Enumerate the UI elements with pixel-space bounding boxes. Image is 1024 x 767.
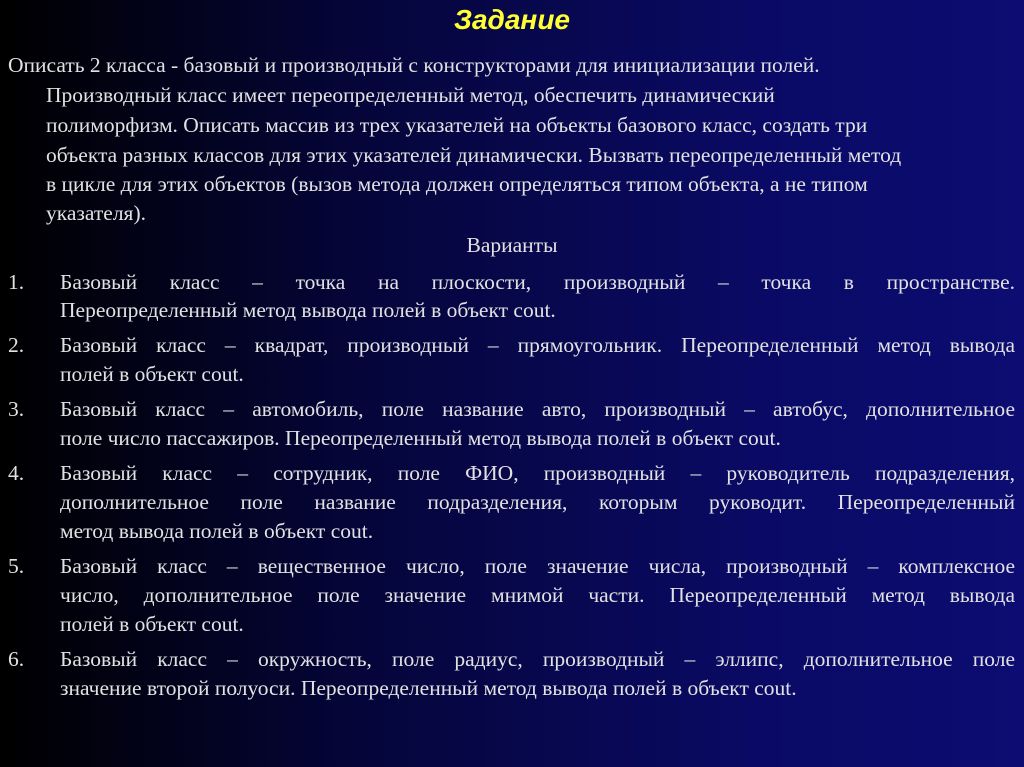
intro-line: Описать 2 класса - базовый и производный с конструкторами для инициализации полей.: [8, 53, 820, 77]
item-line: Базовый класс – точка на плоскости, производный – точка в пространстве.: [60, 270, 1015, 294]
item-line: Базовый класс – окружность, поле радиус, производный – эллипс, дополнительное поле: [60, 647, 1015, 671]
item-number: 2.: [8, 333, 25, 357]
item-number: 6.: [8, 647, 25, 671]
item-line: Базовый класс – вещественное число, поле значение числа, производный – комплексное: [60, 554, 1015, 578]
item-line: число, дополнительное поле значение мнимой части. Переопределенный метод вывода: [60, 583, 1015, 607]
item-line: метод вывода полей в объект cout.: [60, 519, 374, 543]
intro-line: в цикле для этих объектов (вызов метода должен определяться типом объекта, а не типом: [46, 172, 868, 196]
item-line: полей в объект cout.: [60, 612, 244, 636]
item-number: 3.: [8, 397, 25, 421]
item-line: Базовый класс – квадрат, производный – прямоугольник. Переопределенный метод вывода: [60, 333, 1015, 357]
item-line: значение второй полуоси. Переопределенный метод вывода полей в объект cout.: [60, 676, 797, 700]
item-line: Переопределенный метод вывода полей в объект cout.: [60, 298, 556, 322]
item-number: 1.: [8, 270, 25, 294]
item-line: поле число пассажиров. Переопределенный метод вывода полей в объект cout.: [60, 426, 781, 450]
variants-heading: Варианты: [466, 233, 558, 257]
item-line: Базовый класс – сотрудник, поле ФИО, производный – руководитель подразделения,: [60, 461, 1015, 485]
item-number: 5.: [8, 554, 25, 578]
item-number: 4.: [8, 461, 25, 485]
item-line: дополнительное поле название подразделения, которым руководит. Переопределенный: [60, 490, 1015, 514]
intro-line: полиморфизм. Описать массив из трех указателей на объекты базового класс, создать три: [46, 113, 868, 137]
intro-line: Производный класс имеет переопределенный метод, обеспечить динамический: [46, 83, 775, 107]
intro-line: объекта разных классов для этих указателей динамически. Вызвать переопределенный метод: [46, 143, 902, 167]
item-line: полей в объект cout.: [60, 362, 244, 386]
intro-line: указателя).: [46, 201, 146, 225]
slide-title: Задание: [453, 4, 571, 35]
item-line: Базовый класс – автомобиль, поле название авто, производный – автобус, дополнительное: [60, 397, 1015, 421]
